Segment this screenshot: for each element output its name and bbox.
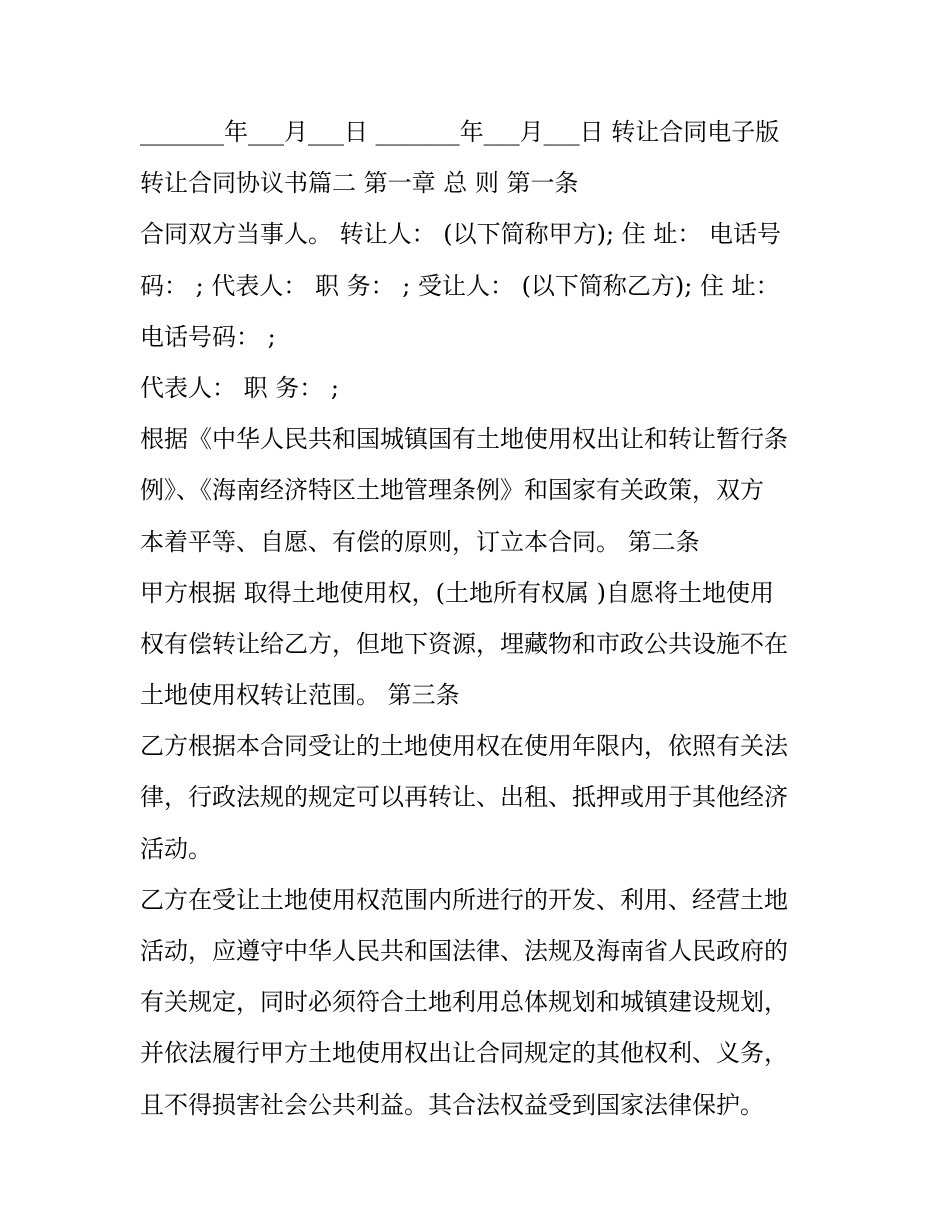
text-line: 甲方根据 取得土地使用权，(土地所有权属 )自愿将土地使用: [140, 578, 774, 607]
text-line: 活动。: [140, 834, 212, 863]
text-line: 权有偿转让给乙方，但地下资源，埋藏物和市政公共设施不在: [140, 629, 788, 658]
text-line: 且不得损害社会公共利益。其合法权益受到国家法律保护。: [140, 1090, 764, 1119]
text-line: 活动，应遵守中华人民共和国法律、法规及海南省人民政府的: [140, 937, 788, 965]
text-line: 律，行政法规的规定可以再转让、出租、抵押或用于其他经济: [140, 783, 788, 812]
text-line: 转让合同协议书篇二 第一章 总 则 第一条: [140, 169, 579, 198]
text-line: 代表人： 职 务： ;: [140, 373, 339, 402]
text-line: 本着平等、自愿、有偿的原则，订立本合同。 第二条: [140, 527, 700, 556]
text-line: 乙方在受让土地使用权范围内所进行的开发、利用、经营土地: [140, 885, 788, 914]
text-line: 合同双方当事人。 转让人： (以下简称甲方); 住 址： 电话号: [140, 220, 781, 249]
text-line: 电话号码： ;: [140, 322, 276, 351]
contract-body: [140, 107, 830, 1131]
text-line: 例》、《海南经济特区土地管理条例》和国家有关政策，双方: [140, 476, 764, 505]
text-line: 有关规定，同时必须符合土地利用总体规划和城镇建设规划，: [140, 988, 788, 1017]
text-line: _______年___月___日 _______年___月___日 转让合同电子版: [140, 118, 780, 146]
text-line: 乙方根据本合同受让的土地使用权在使用年限内，依照有关法: [140, 732, 788, 761]
text-line: 码： ; 代表人： 职 务： ; 受让人： (以下简称乙方); 住 址：: [140, 271, 780, 300]
text-line: 根据《中华人民共和国城镇国有土地使用权出让和转让暂行条: [140, 425, 788, 454]
text-line: 土地使用权转让范围。 第三条: [140, 681, 460, 710]
text-line: 并依法履行甲方土地使用权出让合同规定的其他权利、义务，: [140, 1039, 788, 1068]
